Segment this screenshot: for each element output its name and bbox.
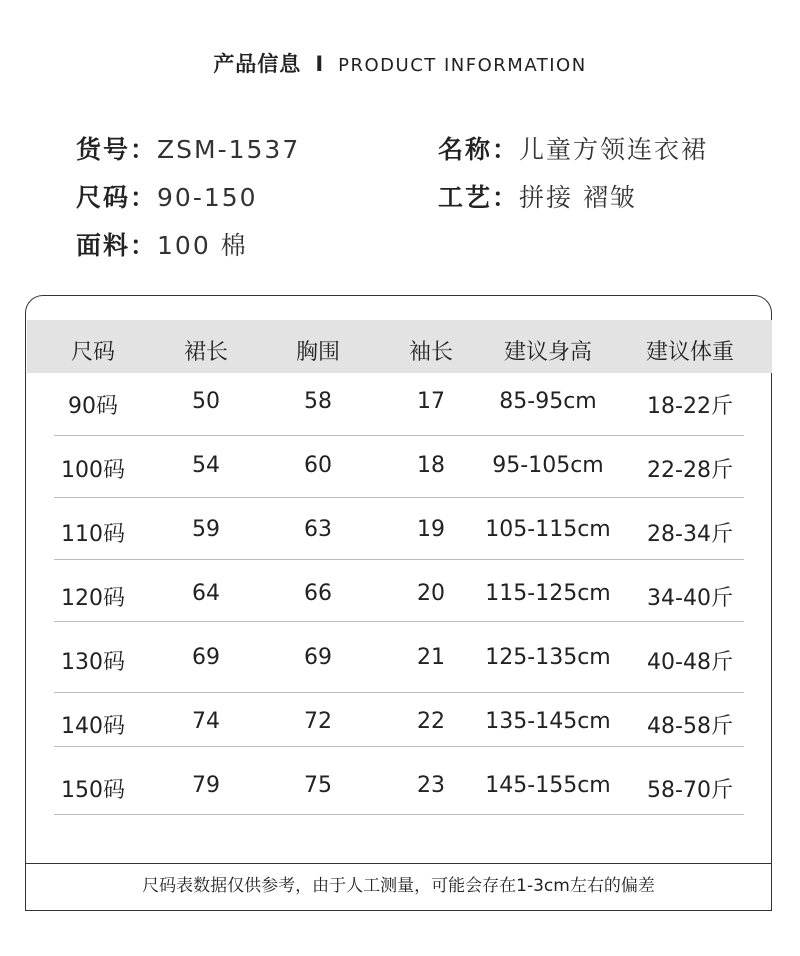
table-row-divider [54, 497, 744, 498]
table-cell-weight: 58-70斤 [647, 778, 733, 803]
table-header-weight: 建议体重 [645, 340, 735, 365]
table-row-divider [54, 621, 744, 622]
name-value: 儿童方领连衣裙 [519, 135, 709, 164]
item-number-label: 货号： [76, 135, 158, 164]
table-cell-height: 145-155cm [485, 773, 611, 798]
table-cell-height: 115-125cm [485, 581, 611, 606]
table-cell-skirt-length: 54 [192, 453, 220, 478]
table-cell-size: 100码 [61, 458, 125, 483]
table-cell-skirt-length: 74 [192, 709, 220, 734]
info-item-number [76, 130, 300, 166]
table-cell-height: 95-105cm [492, 453, 604, 478]
info-name [438, 130, 708, 166]
table-row-divider [54, 692, 744, 693]
table-cell-bust: 72 [304, 709, 332, 734]
name-label: 名称： [438, 135, 520, 164]
table-cell-height: 125-135cm [485, 645, 611, 670]
craft-label: 工艺： [438, 183, 520, 212]
table-cell-bust: 63 [304, 517, 332, 542]
size-value: 90-150 [157, 183, 258, 212]
table-cell-weight: 34-40斤 [647, 586, 733, 611]
table-row-divider [54, 814, 744, 815]
item-number-value: ZSM-1537 [157, 135, 301, 164]
table-cell-weight: 28-34斤 [647, 522, 733, 547]
table-cell-size: 140码 [61, 714, 125, 739]
table-cell-weight: 40-48斤 [647, 650, 733, 675]
table-header-sleeve: 袖长 [408, 340, 454, 365]
table-cell-sleeve: 20 [417, 581, 445, 606]
table-cell-weight: 18-22斤 [647, 394, 733, 419]
table-cell-bust: 69 [304, 645, 332, 670]
table-cell-sleeve: 18 [417, 453, 445, 478]
table-cell-size: 120码 [61, 586, 125, 611]
table-cell-skirt-length: 64 [192, 581, 220, 606]
table-cell-height: 105-115cm [485, 517, 611, 542]
table-cell-size: 90码 [68, 394, 118, 419]
table-header-height: 建议身高 [503, 340, 593, 365]
table-header-size: 尺码 [70, 340, 116, 365]
table-cell-bust: 66 [304, 581, 332, 606]
table-cell-bust: 75 [304, 773, 332, 798]
info-craft [438, 178, 637, 214]
table-header-bust: 胸围 [295, 340, 341, 365]
table-cell-weight: 22-28斤 [647, 458, 733, 483]
fabric-label: 面料： [76, 231, 158, 260]
info-size [76, 178, 258, 214]
measurement-note: 尺码表数据仅供参考，由于人工测量，可能会存在1-3cm左右的偏差 [142, 876, 655, 896]
table-cell-skirt-length: 79 [192, 773, 220, 798]
info-fabric [76, 226, 248, 262]
table-row-divider [54, 559, 744, 560]
table-cell-sleeve: 19 [417, 517, 445, 542]
title-separator: I [315, 52, 325, 76]
table-cell-sleeve: 21 [417, 645, 445, 670]
page-header [0, 48, 800, 78]
table-cell-size: 130码 [61, 650, 125, 675]
table-cell-skirt-length: 50 [192, 389, 220, 414]
table-cell-skirt-length: 69 [192, 645, 220, 670]
table-cell-bust: 58 [304, 389, 332, 414]
page-title-en: PRODUCT INFORMATION [338, 55, 587, 76]
table-cell-size: 110码 [61, 522, 125, 547]
table-cell-weight: 48-58斤 [647, 714, 733, 739]
size-label: 尺码： [76, 183, 158, 212]
table-cell-height: 135-145cm [485, 709, 611, 734]
table-cell-sleeve: 23 [417, 773, 445, 798]
table-cell-skirt-length: 59 [192, 517, 220, 542]
craft-value: 拼接 褶皱 [519, 183, 637, 212]
table-cell-bust: 60 [304, 453, 332, 478]
fabric-value: 100 棉 [157, 231, 248, 260]
table-cell-size: 150码 [61, 778, 125, 803]
table-cell-sleeve: 22 [417, 709, 445, 734]
table-cell-height: 85-95cm [499, 389, 597, 414]
table-cell-sleeve: 17 [417, 389, 445, 414]
table-row-divider [54, 435, 744, 436]
page-title-cn: 产品信息 [213, 52, 302, 76]
table-header-skirt-length: 裙长 [183, 340, 229, 365]
table-row-divider [54, 746, 744, 747]
